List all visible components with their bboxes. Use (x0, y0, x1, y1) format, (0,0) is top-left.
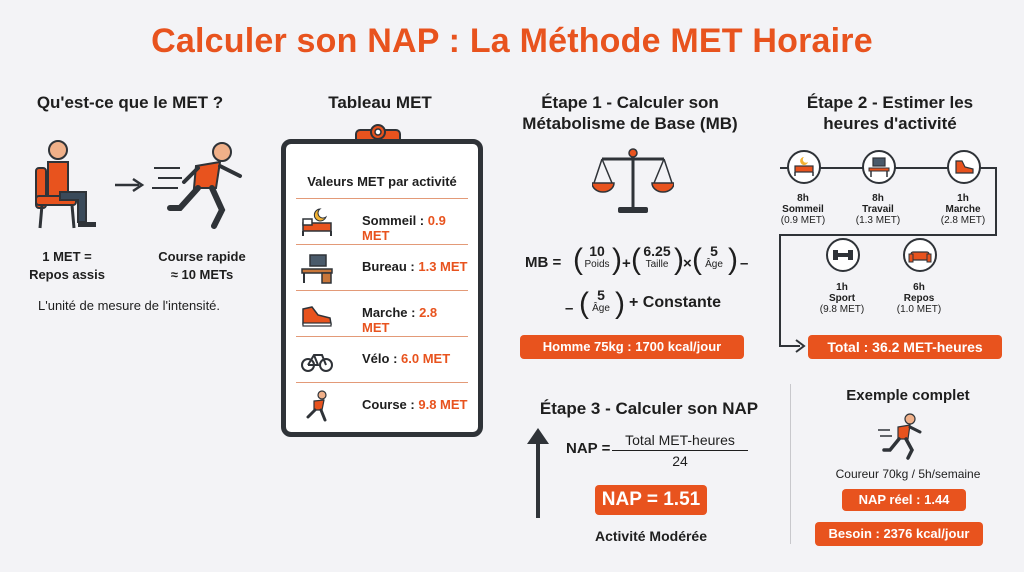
activity-hours: 1h (836, 282, 848, 293)
example-nap: NAP réel : 1.44 (842, 489, 966, 511)
row-label (362, 351, 450, 366)
met-clipboard (281, 139, 483, 437)
row-value: 2.8 MET (362, 305, 438, 335)
activity-name: Repos (903, 293, 935, 304)
run-caption (142, 248, 262, 284)
activity-met: (9.8 MET) (819, 304, 865, 315)
frac-weight-num: 10 (589, 243, 605, 259)
row-label-text: Course : (362, 397, 415, 412)
nap-numerator: Total MET-heures (625, 432, 735, 448)
mb-label: MB = (525, 254, 562, 271)
example-need: Besoin : 2376 kcal/jour (815, 522, 983, 546)
step2-heading-line1: Étape 2 - Estimer les (806, 93, 974, 112)
activity-rest-label (889, 282, 949, 315)
row-value: 0.9 MET (362, 213, 446, 243)
table-heading: Tableau MET (328, 93, 432, 112)
row-value: 1.3 MET (418, 259, 468, 274)
row-value: 9.8 MET (418, 397, 468, 412)
office-icon (864, 152, 894, 182)
row-value: 6.0 MET (401, 351, 451, 366)
row-label (362, 213, 468, 243)
activity-met: (1.3 MET) (855, 215, 901, 226)
frac-height-den: Taille (645, 259, 669, 270)
activity-sport-label (812, 282, 872, 315)
minus-sign: – (740, 255, 749, 272)
sofa-icon (905, 240, 935, 270)
met-note: L'unité de mesure de l'intensité. (38, 298, 221, 313)
dumbbell-icon (828, 240, 858, 270)
constant-term: + Constante (629, 294, 722, 311)
example-heading: Exemple complet (846, 387, 970, 404)
table-row-course (296, 382, 468, 429)
mb-formula-line1 (525, 241, 765, 285)
row-label (362, 259, 467, 274)
paren-right: ) (615, 287, 625, 320)
activity-met: (2.8 MET) (940, 215, 986, 226)
row-label-text: Marche : (362, 305, 416, 320)
activity-level: Activité Modérée (594, 528, 708, 544)
frac-age (700, 243, 728, 270)
frac-weight-den: Poids (584, 259, 610, 270)
runner-icon (300, 389, 334, 423)
activity-sleep-circle (787, 150, 821, 184)
activity-rest-circle (903, 238, 937, 272)
step1-heading-line1: Étape 1 - Calculer son (541, 93, 719, 112)
activity-work-circle (862, 150, 896, 184)
frac-age2-num: 5 (597, 287, 605, 303)
nap-fraction (612, 432, 748, 469)
paren-right: ) (728, 243, 738, 276)
table-row-bureau (296, 244, 468, 291)
arrow-up-icon (525, 426, 551, 518)
sleep-bed-icon (300, 205, 334, 239)
frac-age2-den: Âge (592, 303, 610, 314)
arrow-right-icon (113, 176, 145, 194)
activity-work-label (848, 193, 908, 226)
activity-sport-circle (826, 238, 860, 272)
activity-sleep-label (773, 193, 833, 226)
plus-sign: + (622, 255, 631, 272)
desk-icon (300, 251, 334, 285)
clipboard-subheading: Valeurs MET par activité (307, 174, 457, 189)
frac-height (639, 243, 675, 270)
step1-heading-line2: Métabolisme de Base (MB) (522, 114, 738, 133)
runner-icon (150, 138, 250, 230)
nap-label: NAP = (566, 440, 611, 457)
frac-age-den: Âge (705, 259, 723, 270)
frac-age2 (587, 287, 615, 314)
activity-hours: 8h (797, 193, 809, 204)
runner-icon (876, 412, 926, 462)
frac-height-num: 6.25 (643, 243, 671, 259)
row-label (362, 305, 468, 335)
nap-denominator: 24 (612, 450, 748, 469)
step1-heading (500, 92, 760, 134)
row-label (362, 397, 467, 412)
frac-age-num: 5 (710, 243, 718, 259)
activity-name: Sport (828, 293, 856, 304)
run-caption-line1: Course rapide (158, 249, 246, 264)
activity-hours: 8h (872, 193, 884, 204)
paren-left: ( (631, 243, 641, 276)
mb-formula-line2 (565, 287, 765, 327)
activity-walk-label (933, 193, 993, 226)
sleep-icon (789, 152, 819, 182)
section-divider (790, 384, 791, 544)
mb-result: Homme 75kg : 1700 kcal/jour (520, 335, 744, 359)
activity-hours: 6h (913, 282, 925, 293)
rest-caption (22, 248, 112, 284)
seated-person-icon (30, 138, 110, 230)
row-label-text: Vélo : (362, 351, 398, 366)
activity-hours: 1h (957, 193, 969, 204)
minus-sign: – (565, 300, 574, 317)
step2-heading-line2: heures d'activité (823, 114, 957, 133)
table-row-sommeil (296, 198, 468, 245)
shoe-icon (300, 297, 334, 331)
bicycle-icon (300, 343, 334, 377)
rest-caption-line1: 1 MET = (42, 249, 92, 264)
page-title: Calculer son NAP : La Méthode MET Horaire (151, 22, 873, 60)
table-row-velo (296, 336, 468, 383)
paren-left: ( (573, 243, 583, 276)
activity-met: (0.9 MET) (780, 215, 826, 226)
shoe-icon (949, 152, 979, 182)
times-sign: × (683, 255, 692, 272)
rest-caption-line2: Repos assis (29, 267, 105, 282)
example-caption: Coureur 70kg / 5h/semaine (835, 467, 981, 481)
nap-result: NAP = 1.51 (595, 485, 707, 515)
step3-heading: Étape 3 - Calculer son NAP (539, 399, 759, 418)
paren-right: ) (612, 243, 622, 276)
table-row-marche (296, 290, 468, 337)
activity-name: Marche (945, 204, 981, 215)
activity-met: (1.0 MET) (896, 304, 942, 315)
row-label-text: Bureau : (362, 259, 415, 274)
scale-icon (592, 145, 674, 217)
met-heading: Qu'est-ce que le MET ? (36, 93, 224, 112)
frac-weight (581, 243, 613, 270)
activity-walk-circle (947, 150, 981, 184)
activity-name: Travail (862, 204, 894, 215)
activity-name: Sommeil (782, 204, 824, 215)
met-total: Total : 36.2 MET-heures (808, 335, 1002, 359)
run-caption-line2: ≈ 10 METs (170, 267, 234, 282)
step2-heading (780, 92, 1000, 134)
row-label-text: Sommeil : (362, 213, 425, 228)
paren-left: ( (579, 287, 589, 320)
paren-right: ) (674, 243, 684, 276)
paren-left: ( (692, 243, 702, 276)
